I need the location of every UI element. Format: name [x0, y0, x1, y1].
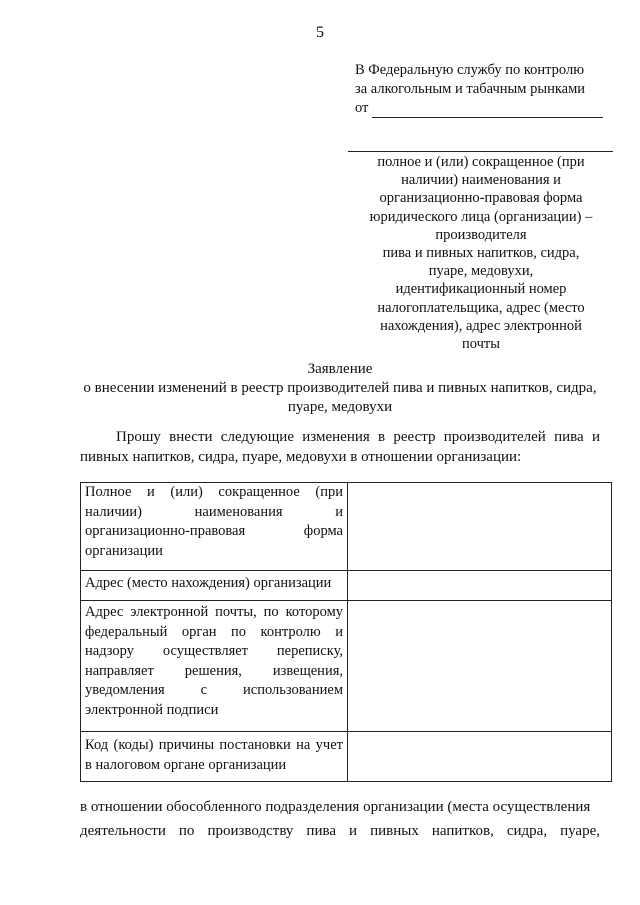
applicant-hint [346, 153, 616, 353]
hint-line: полное и (или) сокращенное (при [377, 154, 585, 170]
row-value-field[interactable] [348, 483, 612, 571]
from-label: от [355, 100, 369, 116]
row-label: Полное и (или) сокращенное (при наличии) наименования и организационно-правовая форма организации [81, 483, 348, 571]
row-label: Адрес электронной почты, по которому федеральный орган по контролю и надзору осуществляет переписку, направляет решения, извещения, уведомления с использованием электронной подписи [81, 601, 348, 732]
hint-line: организационно-правовая форма [379, 190, 583, 207]
addressee-block [355, 61, 603, 118]
title-line-3: пуаре, медовухи [287, 399, 393, 415]
hint-line: юридического лица (организации) – [369, 208, 593, 225]
page-number: 5 [316, 24, 324, 41]
changes-table [80, 482, 612, 782]
row-value-field[interactable] [348, 571, 612, 601]
document-title [60, 360, 620, 417]
addressee-line-1: В Федеральную службу по контролю [355, 62, 585, 78]
outro-line-1: в отношении обособленного подразделения организации (места осуществления [80, 799, 591, 815]
hint-line: пуаре, медовухи, [428, 263, 534, 280]
addressee-line-2: за алкогольным и табачным рынками [355, 81, 586, 97]
title-line-2: о внесении изменений в реестр производителей пива и пивных напитков, сидра, [83, 380, 597, 396]
from-fill-line[interactable] [372, 103, 603, 118]
hint-line: наличии) наименования и [401, 172, 561, 189]
hint-line: почты [461, 336, 500, 353]
intro-paragraph: Прошу внести следующие изменения в реестр производителей пива и пивных напитков, сидра, пуаре, медовухи в отношении организации: [80, 429, 600, 465]
outro-line-2: деятельности по производству пива и пивных напитков, сидра, пуаре, [80, 823, 600, 839]
table-row [81, 483, 612, 571]
row-label: Адрес (место нахождения) организации [81, 571, 348, 601]
table-row [81, 732, 612, 782]
hint-line: пива и пивных напитков, сидра, [382, 245, 580, 262]
hint-line: налогоплательщика, адрес (место [377, 299, 585, 316]
applicant-blank-line[interactable] [348, 151, 613, 152]
table-row [81, 601, 612, 732]
table-row [81, 571, 612, 601]
row-label: Код (коды) причины постановки на учет в налоговом органе организации [81, 732, 348, 782]
from-row [355, 99, 603, 118]
title-heading: Заявление [307, 361, 373, 377]
hint-line: нахождения), адрес электронной [380, 317, 582, 334]
row-value-field[interactable] [348, 601, 612, 732]
continuation-paragraph [80, 795, 600, 843]
hint-line: производителя [435, 226, 527, 243]
hint-line: идентификационный номер [395, 281, 567, 298]
row-value-field[interactable] [348, 732, 612, 782]
